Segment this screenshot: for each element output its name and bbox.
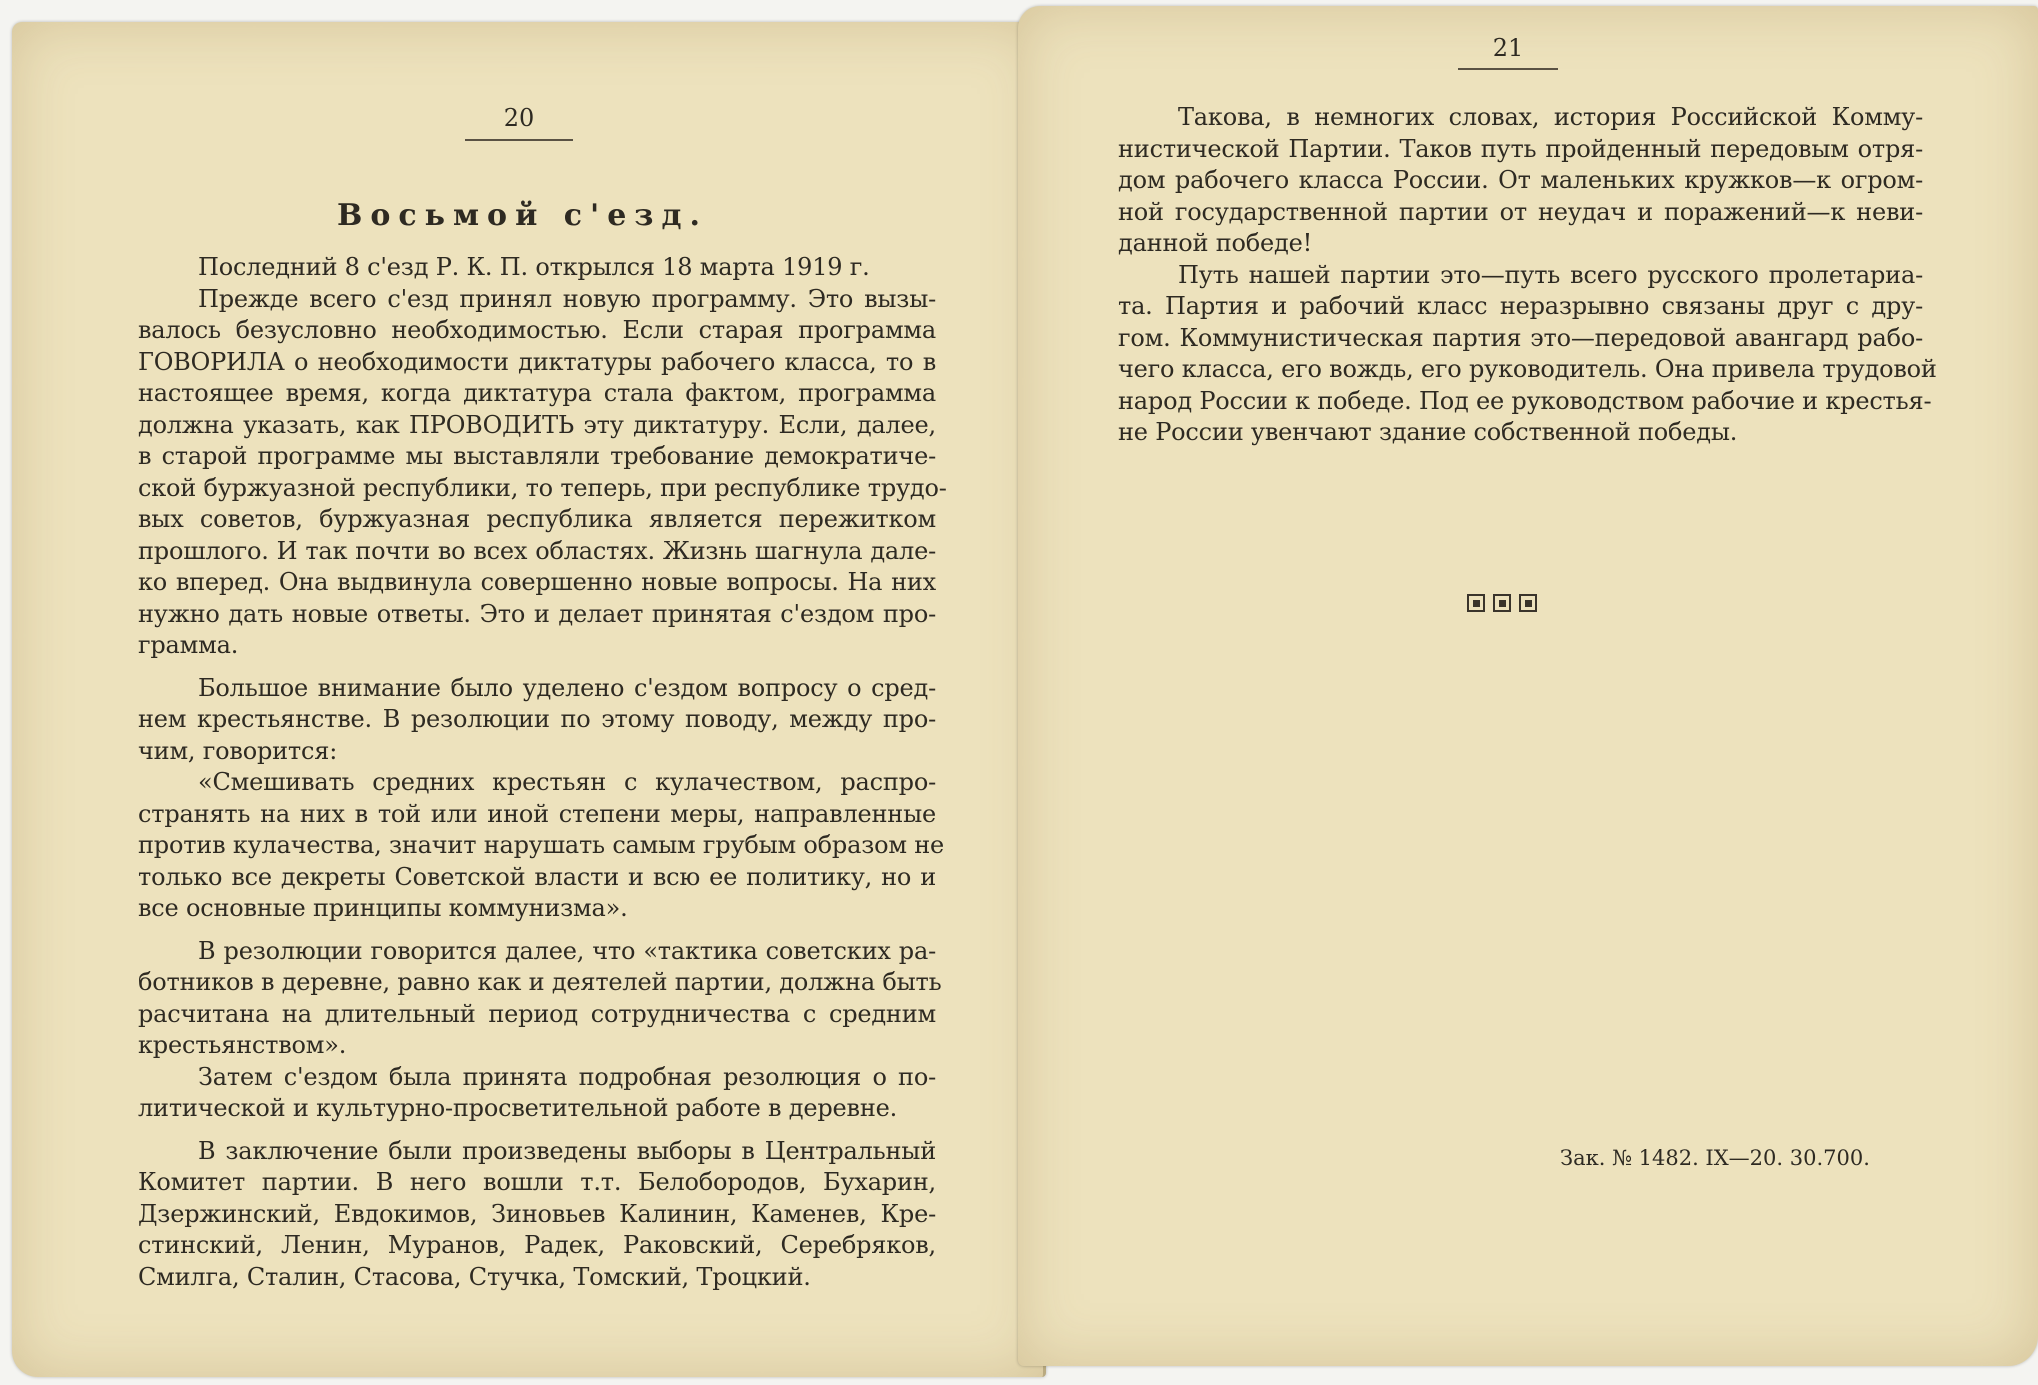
text-line: только все декреты Советской власти и всю ее политику, но и [138,862,936,891]
text-line: гом. Коммунистическая партия это—передовой авангард рабо- [1118,323,1923,352]
text-line: ской буржуазной республики, то теперь, при республике трудо- [138,473,947,502]
ornament-square-icon [1467,594,1485,612]
text-line: стинский, Ленин, Муранов, Радек, Раковский, Серебряков, [138,1231,936,1259]
ornament-square-icon [1493,594,1511,612]
text-line: Такова, в немногих словах, история Российской Комму- [1178,103,1923,131]
page-number: 21 [1492,34,1524,62]
printer-imprint: Зак. № 1482. IX—20. 30.700. [1560,1146,1870,1170]
text-line: расчитана на длительный период сотрудничества с средним [138,999,936,1028]
text-line: против кулачества, значит нарушать самым грубым образом не [138,831,945,859]
text-line: чего класса, его вождь, его руководитель. Она привела трудовой [1118,355,1937,383]
right-page [1018,6,2038,1366]
page-number-rule [1458,68,1558,70]
text-line: в старой программе мы выставляли требование демократиче- [138,442,936,470]
paragraph-gap [138,925,936,936]
ornament-square-icon [1519,594,1537,612]
paragraph-gap [138,662,936,673]
text-line: дом рабочего класса России. От маленьких кружков—к огром- [1118,166,1923,194]
paragraph-gap [138,1125,936,1136]
text-line: грамма. [138,631,239,659]
text-line: ной государственной партии от неудач и поражений—к неви- [1118,197,1923,226]
text-line: прошлого. И так почти во всех областях. Жизнь шагнула дале- [138,536,936,565]
text-line: вых советов, буржуазная республика является пережитком [138,505,936,533]
page-number: 20 [503,104,535,132]
ornament-divider [1467,594,1537,612]
text-line: странять на них в той или иной степени меры, направленные [138,799,936,828]
text-line: ботников в деревне, равно как и деятелей партии, должна быть [138,968,942,996]
left-page-body [138,252,947,1293]
page-number-rule [465,139,573,141]
text-line: нистической Партии. Таков путь пройденный передовым отря- [1118,134,1923,163]
text-line: «Смешивать средних крестьян с кулачеством, распро- [198,768,936,796]
text-line: чим, говорится: [138,736,338,765]
text-line: ко вперед. Она выдвинула совершенно новые вопросы. На них [138,568,936,596]
text-line: та. Партия и рабочий класс неразрывно связаны друг с дру- [1118,292,1923,320]
text-line: литической и культурно-просветительной работе в деревне. [138,1094,898,1122]
text-line: В заключение были произведены выборы в Центральный [198,1136,936,1165]
text-line: все основные принципы коммунизма». [138,894,628,922]
text-line: данной победе! [1118,229,1313,257]
text-line: ГОВОРИЛА о необходимости диктатуры рабочего класса, то в [138,347,936,376]
text-line: Путь нашей партии это—путь всего русского пролетариа- [1178,260,1923,289]
text-line: В резолюции говорится далее, что «тактика советских ра- [198,936,936,965]
text-line: Последний 8 с'езд Р. К. П. открылся 18 марта 1919 г. [198,253,870,281]
text-line: Большое внимание было уделено с'ездом вопросу о сред- [198,673,936,702]
text-line: Прежде всего с'езд принял новую программу. Это вызы- [198,284,936,313]
right-page-body [1118,102,1937,449]
text-line: нем крестьянстве. В резолюции по этому поводу, между про- [138,705,936,733]
text-line: валось безусловно необходимостью. Если старая программа [138,316,936,344]
text-line: Затем с'ездом была принята подробная резолюция о по- [198,1062,936,1091]
text-line: Дзержинский, Евдокимов, Зиновьев Калинин, Каменев, Кре- [138,1199,936,1228]
text-line: народ России к победе. Под ее руководством рабочие и крестья- [1118,386,1932,415]
text-line: Смилга, Сталин, Стасова, Стучка, Томский, Троцкий. [138,1262,811,1291]
text-line: крестьянством». [138,1031,347,1059]
text-line: не России увенчают здание собственной победы. [1118,418,1738,446]
text-line: нужно дать новые ответы. Это и делает принятая с'ездом про- [138,599,936,628]
left-page [12,22,1046,1377]
text-line: Комитет партии. В него вошли т.т. Белобородов, Бухарин, [138,1168,936,1196]
text-line: должна указать, как ПРОВОДИТЬ эту диктатуру. Если, далее, [138,410,936,439]
text-line: настоящее время, когда диктатура стала фактом, программа [138,379,936,407]
section-heading: Восьмой с'езд. [337,198,708,233]
